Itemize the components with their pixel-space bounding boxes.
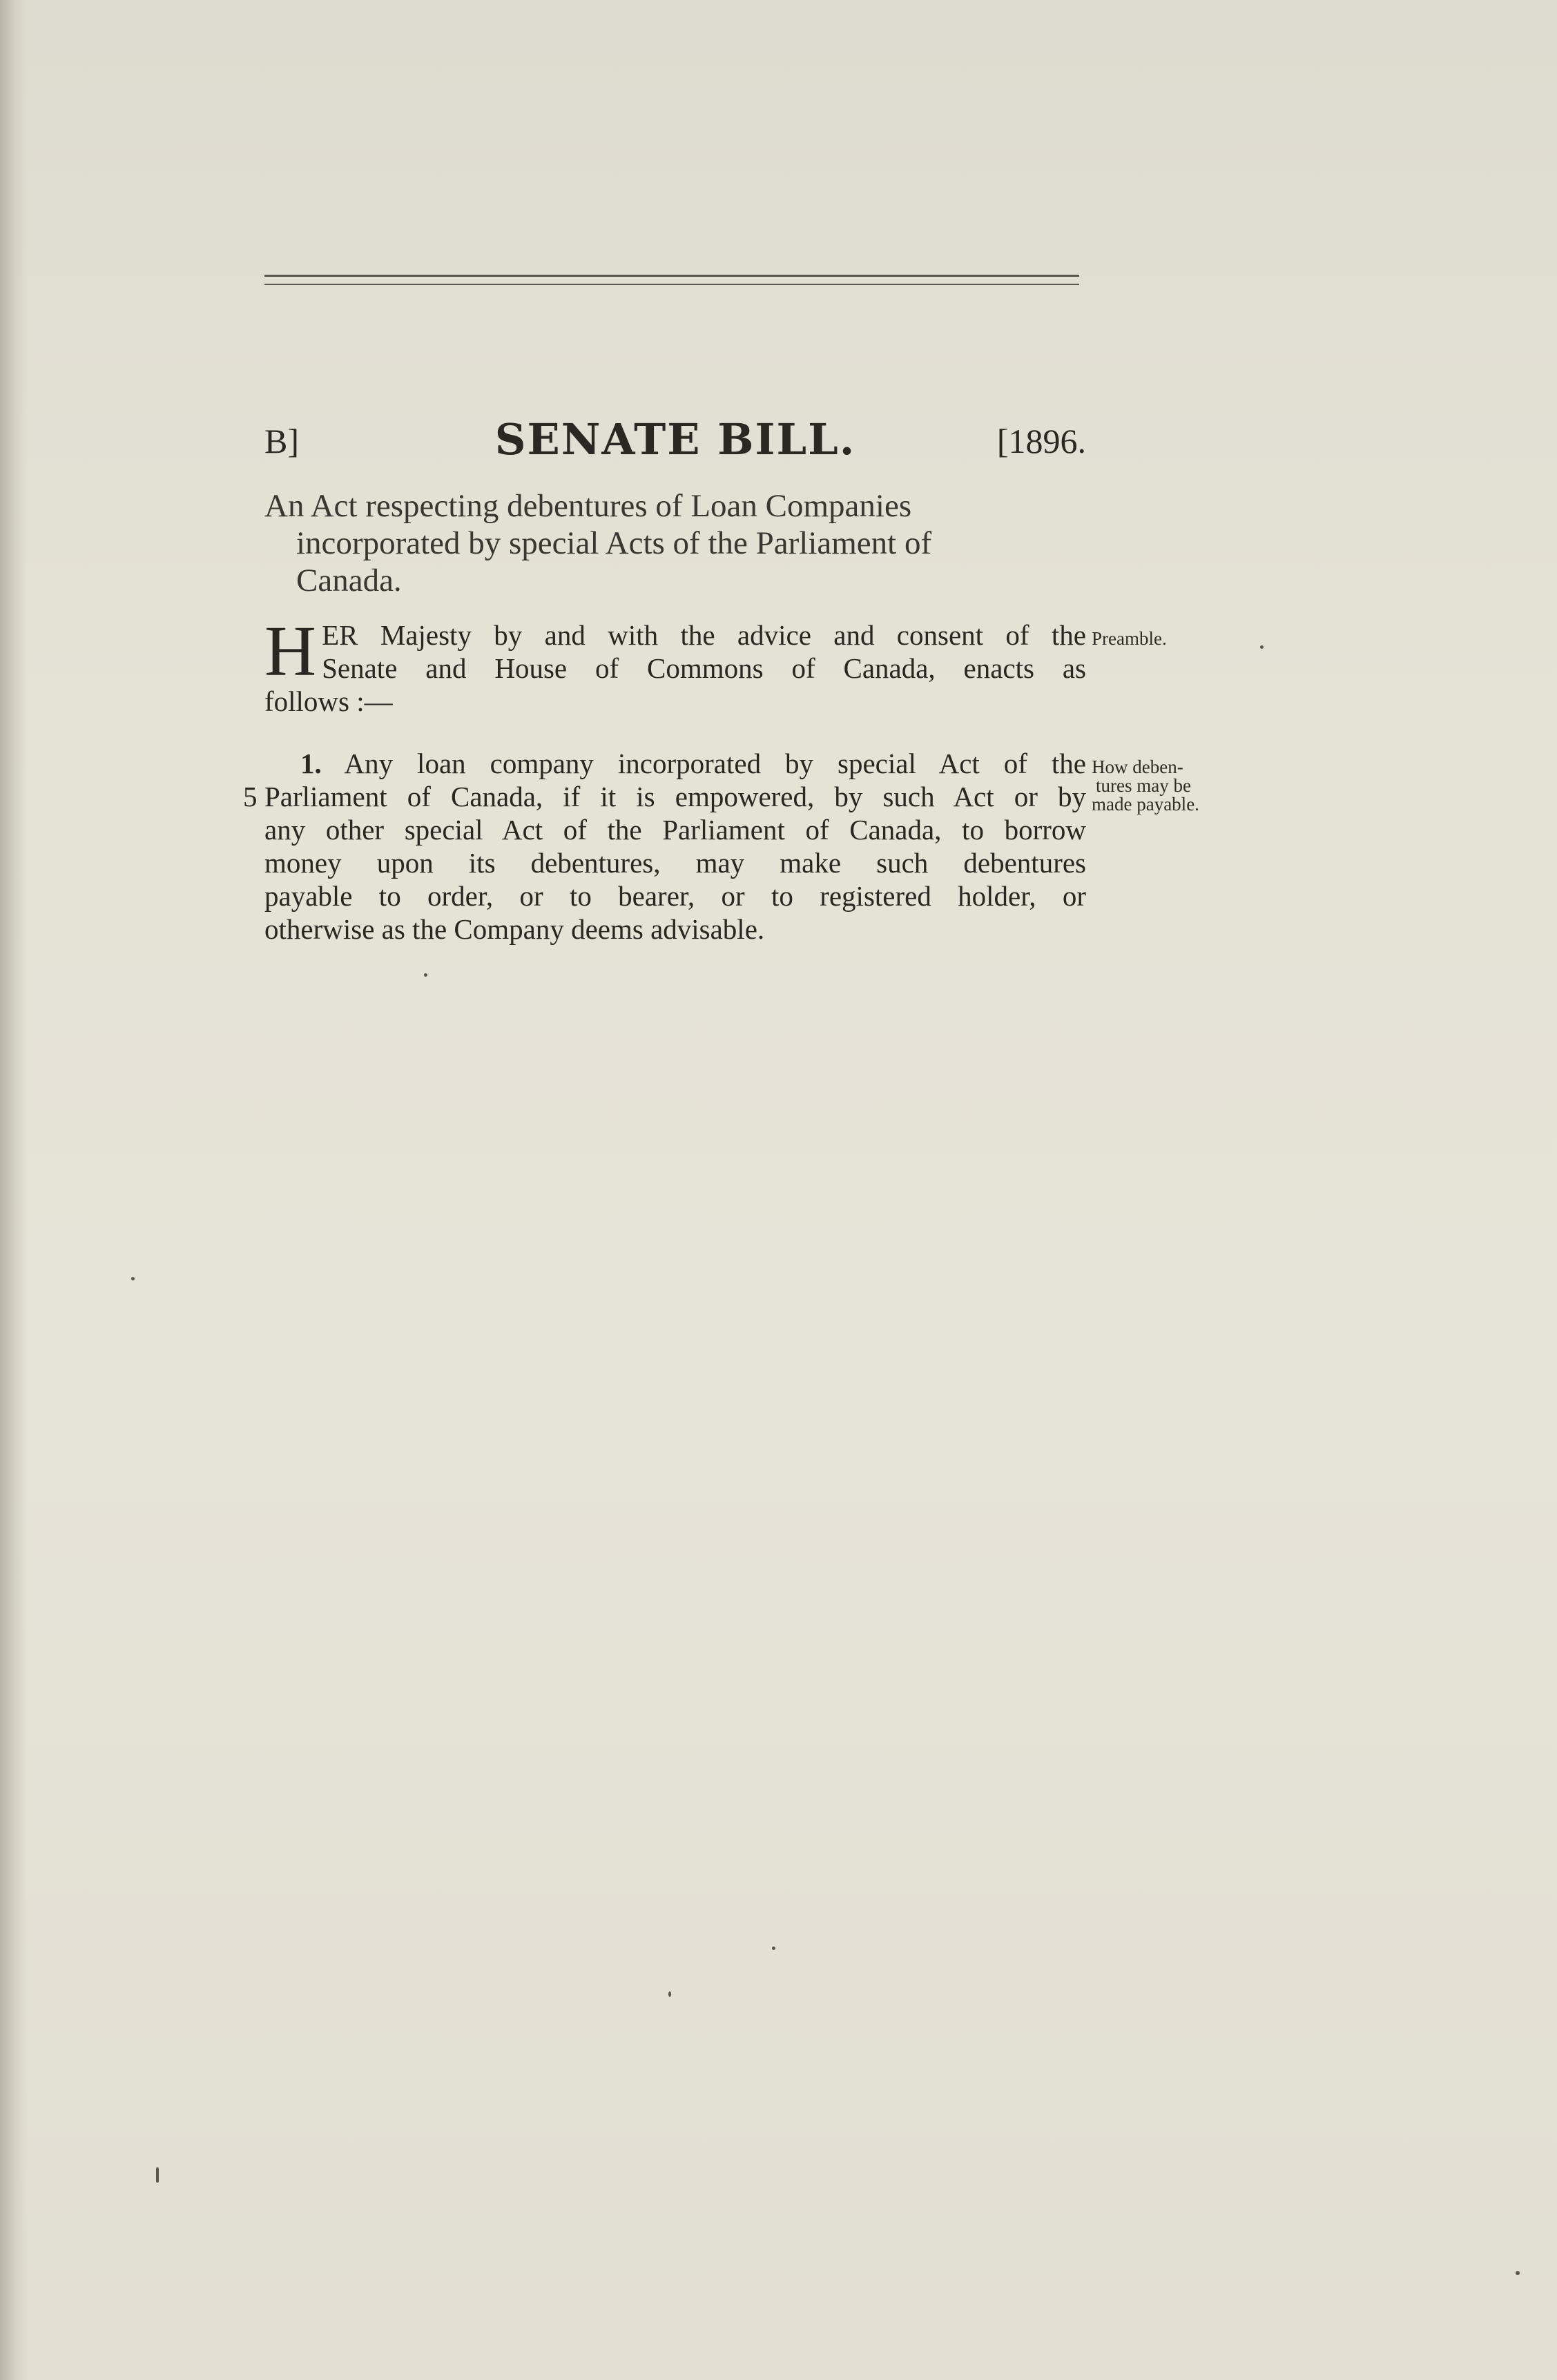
margin-note-preamble: Preamble. (1092, 628, 1167, 649)
margin-note-line: How deben- (1092, 757, 1183, 777)
bill-title: SENATE BILL. (494, 414, 856, 465)
preamble-line: Senate and House of Commons of Canada, enacts as (322, 652, 1086, 684)
bill-letter: B] (264, 422, 299, 460)
section-line: any other special Act of the Parliament of Canada, to borrow (264, 814, 1086, 846)
paper-speck (1516, 2271, 1520, 2275)
section-line: payable to order, or to bearer, or to registered holder, or (264, 880, 1086, 912)
bill-header (264, 414, 1086, 469)
preamble-line: follows :— (264, 685, 393, 717)
paper-speck (156, 2167, 159, 2183)
paper-speck (772, 1947, 775, 1950)
act-title-line: An Act respecting debentures of Loan Companies (264, 488, 912, 524)
section-number: 1. (300, 748, 322, 779)
section-line: otherwise as the Company deems advisable. (264, 913, 765, 945)
section-1 (264, 747, 1086, 946)
section-line-text: Any loan company incorporated by special Act of the (344, 748, 1086, 779)
margin-note-line: made payable. (1092, 794, 1199, 815)
section-line: Parliament of Canada, if it is empowered, by such Act or by (264, 781, 1086, 812)
bill-year: [1896. (996, 422, 1086, 460)
top-rule (264, 275, 1079, 277)
paper-speck (131, 1277, 135, 1280)
paper-speck (424, 973, 427, 977)
section-line (264, 747, 1086, 780)
margin-note-debentures (1092, 758, 1244, 814)
drop-cap: H (264, 612, 317, 691)
act-title-line: Canada. (296, 563, 402, 598)
act-title-line: incorporated by special Acts of the Parliament of (296, 525, 932, 561)
paper-speck (668, 1991, 671, 1997)
preamble (264, 612, 1086, 718)
section-line: money upon its debentures, may make such debentures (264, 847, 1086, 879)
paper-speck (1260, 645, 1264, 649)
top-rule-thin (264, 284, 1079, 285)
page-edge-shadow (0, 0, 28, 2380)
line-number: 5 (243, 781, 258, 812)
margin-note-line: tures may be (1096, 775, 1191, 796)
preamble-line: ER Majesty by and with the advice and consent of the (322, 619, 1086, 651)
act-title (264, 487, 1086, 599)
